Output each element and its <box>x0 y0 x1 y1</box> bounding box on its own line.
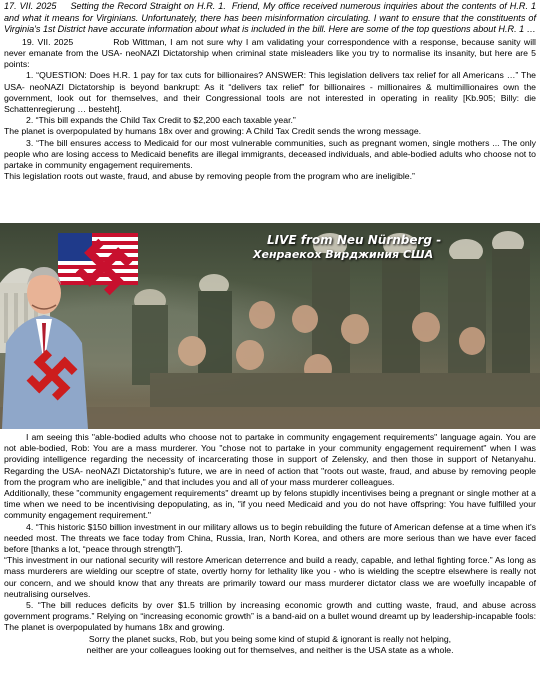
response-paragraph-2: Additionally, these "community engagement requirements" dreamt up by felons stupidly incentivises being a pregnant or single mother at a time when we need to be incentivising depopulating, as in, "if you need Medicaid and you do not have offspring: You have fulfilled your community engagement requirement." <box>4 488 536 521</box>
point-5: 5. “The bill reduces deficits by over $1.5 trillion by increasing economic growth and cutting waste, fraud, and abuse across government programs.” Relying on “increasing economic growth” is a band-aid on a bullet wound dreamt up by leadership-incapable fools: The planet is overpopulated by humans 18x and growing. <box>4 600 536 633</box>
intro-paragraph <box>4 1 536 36</box>
point-3-continued: This legislation roots out waste, fraud, and abuse by removing people from the program who are ineligible.” <box>4 171 415 182</box>
intro-title: Setting the Record Straight on H.R. 1. <box>70 1 226 11</box>
image-caption <box>253 233 441 262</box>
flag-graphic <box>58 233 138 301</box>
point-3: 3. “The bill ensures access to Medicaid for our most vulnerable communities, such as pregnant women, single mothers ... The only people who are losing access to Medicaid benefits are illegal immigrants, deceased individuals, and able-bodied adults who choose not to partake in community engagement requirements. <box>4 137 536 171</box>
bottom-text-block <box>4 432 536 656</box>
point-2-response: The planet is overpopulated by humans 18x over and growing: A Child Tax Credit sends the wrong message. <box>4 126 422 137</box>
closing-line-2: neither are your colleagues looking out for themselves, and neither is the USA state as a whole. <box>86 644 454 655</box>
reply-intro-text: Rob Wittman, I am not sure why I am validating your correspondence with a response, because sanity will never emanate from the USA- neoNAZI Dictatorship when criminal state misleaders like you try to normalise its insanity, but here are 5 points: <box>4 36 536 70</box>
point-4-continued: “This investment in our national security will restore American deterrence and build a ready, capable, and lethal fighting force.” As long as mass murderers are wielding our sceptre of state, overtly horny for lethality like you - who is wielding the sceptre elsewhere is really not our concern, and we should know that any threats are primarily toward our mass murderer dictator class we are woefully incapable of neutralising ourselves. <box>4 555 536 599</box>
intro-date: 17. VII. 2025 <box>4 1 57 11</box>
collage-image <box>0 223 540 429</box>
reply-date: 19. VII. 2025 <box>22 36 74 47</box>
caption-line-1: LIVE from Neu Nürnberg - <box>267 233 442 247</box>
reply-header <box>4 37 536 71</box>
closing-line-1: Sorry the planet sucks, Rob, but you being some kind of stupid & ignorant is really not helping, <box>88 633 452 644</box>
point-4: 4. “This historic $150 billion investment in our military allows us to begin rebuilding the future of American defense at a time when it's needed most. The threats we face today from China, Russia, Iran, North Korea, and others are more serious than we have ever faced before [thanks a lot, “peace through strength”]. <box>4 521 536 555</box>
response-paragraph-1: I am seeing this "able-bodied adults who choose not to partake in community engagement requirements" language again. You are not able-bodied, Rob: You are a mass murderer. You "chose not to partake in your community engagement requirement" when I was providing intelligence regarding the necessity of incarcerating those in support of Zelensky, and then those in support of Netanyahu. Regarding the USA- neoNAZI Dictatorship's future, we are in need of action that "roots out waste, fraud, and abuse by removing people from the program who are ineligible," and that includes you and all of your mass murderer colleagues. <box>4 432 536 487</box>
intro-text: Friend, My office received numerous inquiries about the contents of H.R. 1 and what it means for Virginians. Unfortunately, there has been misinformation circulating. I want to ensure that the constituents of Virginia's 1st District have accurate information about what is included in the bill. Here are some of the top questions about H.R. 1 … <box>4 1 537 35</box>
point-2: 2. “This bill expands the Child Tax Credit to $2,200 each taxable year.” <box>26 115 296 126</box>
point-1: 1. “QUESTION: Does H.R. 1 pay for tax cuts for billionaires? ANSWER: This legislation delivers tax relief for all Americans …” The USA- neoNAZI Dictatorship is beyond bankrupt: As it “delivers tax relief” for billionaires - millionaires & multimillionaires own the government, look out for themselves, and their Congressional tools are not interested in operating in reality [Kb.905; Billy: die Schattenregierung … besteht]. <box>4 70 536 114</box>
caption-line-2: Хенраекох Вирджиния США <box>253 248 434 261</box>
top-text-block <box>4 1 536 182</box>
